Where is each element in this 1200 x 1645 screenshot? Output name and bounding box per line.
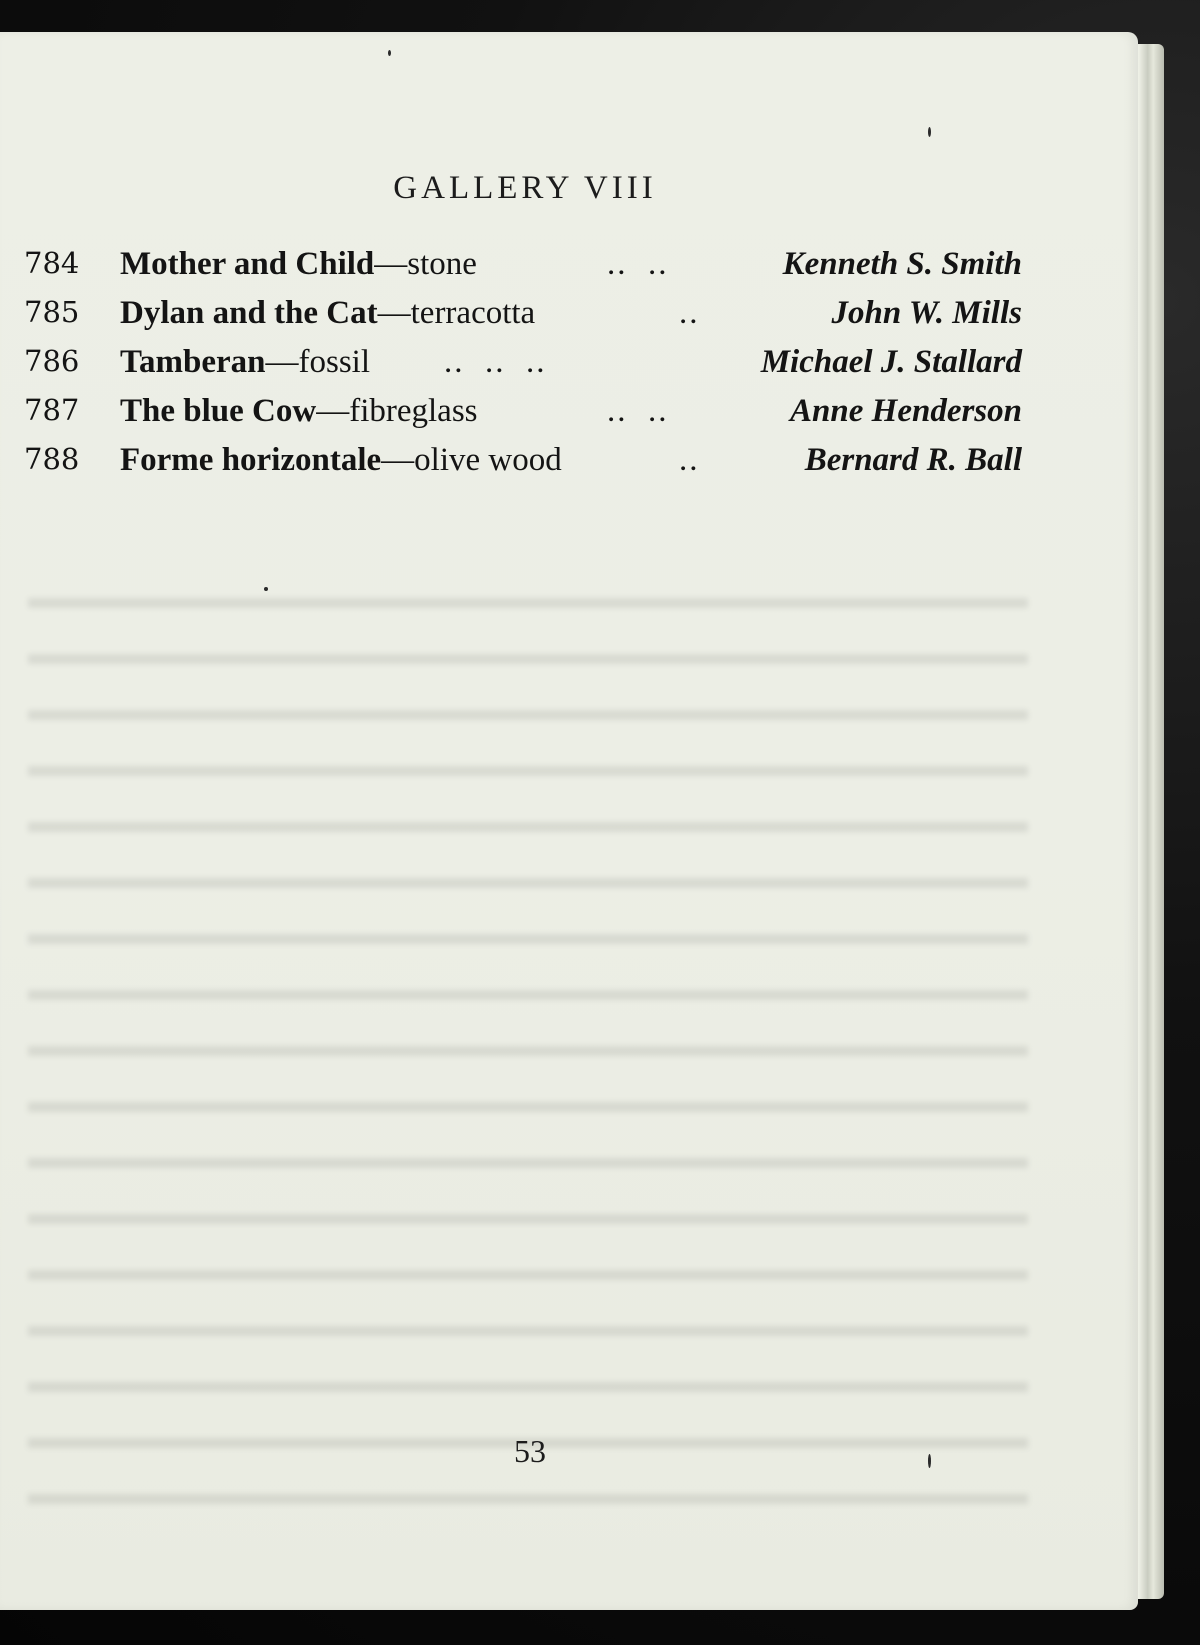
page-number: 53	[514, 1433, 546, 1469]
entry-medium: —stone	[374, 246, 477, 282]
entry-name: Tamberan	[120, 344, 266, 380]
entry-medium: —fibreglass	[316, 393, 478, 429]
speck	[928, 127, 931, 137]
leader-dots: ..	[679, 442, 700, 478]
catalogue-entries	[24, 246, 1022, 491]
entry-name: Mother and Child	[120, 246, 375, 282]
show-through-text	[28, 552, 1028, 1452]
entry-title	[120, 393, 478, 430]
entry-title	[120, 246, 477, 283]
leader-dots: .. ..	[607, 246, 669, 282]
entry-artist: Michael J. Stallard	[760, 344, 1022, 380]
entry-title	[120, 344, 370, 381]
speck	[264, 587, 268, 591]
entry-artist: Kenneth S. Smith	[782, 246, 1022, 282]
entry-number: 787	[24, 393, 80, 427]
entry-medium: —fossil	[265, 344, 370, 380]
entry-medium: —terracotta	[377, 295, 536, 331]
entry-number: 786	[24, 344, 80, 378]
entry-artist: Bernard R. Ball	[804, 442, 1022, 478]
entry-artist: John W. Mills	[831, 295, 1022, 331]
leader-dots: ..	[679, 295, 700, 331]
catalogue-entry	[24, 246, 1022, 295]
entry-title	[120, 442, 562, 479]
catalogue-entry	[24, 344, 1022, 393]
entry-title	[120, 295, 535, 332]
catalogue-entry	[24, 442, 1022, 491]
catalogue-entry	[24, 393, 1022, 442]
leader-dots: .. ..	[607, 393, 669, 429]
entry-number: 785	[24, 295, 80, 329]
entry-medium: —olive wood	[381, 442, 562, 478]
speck	[928, 1454, 931, 1468]
gallery-heading: GALLERY VIII	[393, 170, 657, 206]
entry-number: 784	[24, 246, 80, 280]
entry-name: Forme horizontale	[120, 442, 382, 478]
entry-artist: Anne Henderson	[790, 393, 1022, 429]
entry-name: The blue Cow	[120, 393, 317, 429]
speck	[388, 50, 391, 56]
catalogue-entry	[24, 295, 1022, 344]
entry-name: Dylan and the Cat	[120, 295, 378, 331]
leader-dots: .. .. ..	[444, 344, 547, 380]
entry-number: 788	[24, 442, 80, 476]
